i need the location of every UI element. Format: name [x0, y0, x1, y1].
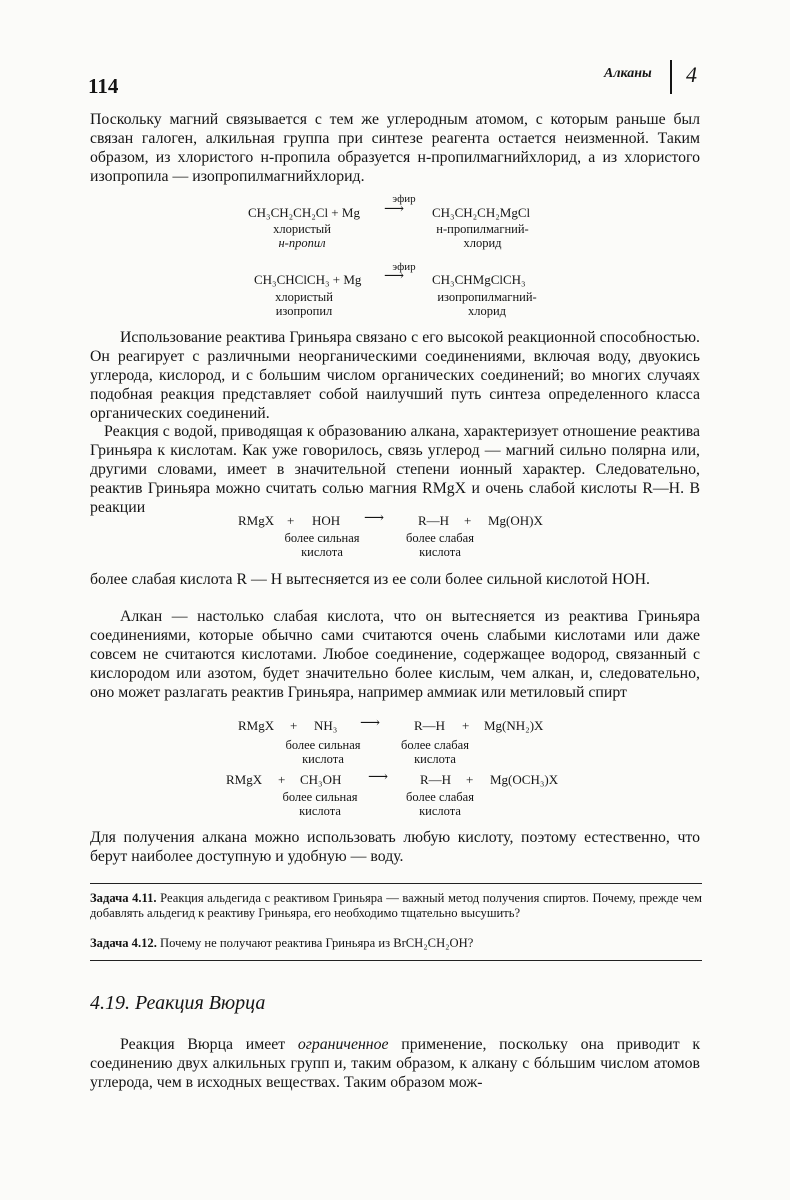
scheme-2-label-b: более сильная кислота — [284, 531, 360, 559]
reaction-2-label-product: изопропилмагний- хлорид — [437, 290, 537, 318]
reaction-1-label-product: н-пропилмагний- хлорид — [436, 222, 529, 250]
scheme-2-plus-1: + — [287, 513, 295, 528]
problems-top-rule — [90, 883, 702, 884]
scheme-2-arrow: ⟶ — [364, 511, 385, 526]
scheme-3-r2-plus-1: + — [278, 772, 286, 787]
scheme-3-r2-reactant-b: CH₃OH — [300, 772, 342, 787]
scheme-3-r2-product-c: R—H — [420, 772, 452, 787]
reaction-2-condition: эфир — [392, 261, 416, 273]
problem-4-12: Задача 4.12. Почему не получают реактива Гриньяра из BrCH₂CH₂OH? — [90, 936, 474, 950]
scheme-3-r1-label-b: более сильная кислота — [285, 738, 361, 766]
scheme-3-r1-product-d: Mg(NH₂)X — [484, 718, 544, 733]
scheme-2-product-d: Mg(OH)X — [488, 513, 543, 528]
reaction-2-product: CH₃CHMgClCH₃ — [432, 272, 526, 287]
scheme-3-r1-reactant-b: NH₃ — [314, 718, 338, 733]
reaction-2-arrow: ⟶ — [384, 269, 405, 284]
reaction-1-product: CH₃CH₂CH₂MgCl — [432, 205, 531, 220]
reaction-1-condition: эфир — [392, 193, 416, 205]
paragraph-3: Реакция с водой, приводящая к образованию алкана, характеризует отношение реактива Гриньяра к кислотам. Как уже говорилось, связь углерод — магний сильно полярна или, другими словами, имеет в значительной степени ионный характер. Следовательно, реактив Гриньяра можно считать солью магния RMgX и очень слабой кислоты R—H. В реакции — [90, 423, 700, 516]
reaction-1-arrow: ⟶ — [384, 202, 405, 217]
paragraph-4: более слабая кислота R — H вытесняется из ее соли более сильной кислотой HOH. — [90, 571, 650, 588]
scheme-3-r1-label-c: более слабая кислота — [401, 738, 469, 766]
scheme-3-r2-arrow: ⟶ — [368, 770, 389, 785]
scheme-3-r2-plus-2: + — [466, 772, 474, 787]
scheme-3-r1-arrow: ⟶ — [360, 716, 381, 731]
paragraph-7: Реакция Вюрца имеет ограниченное применение, поскольку она приводит к соединению двух алкильных групп и, таким образом, к алкану с бóльшим числом атомов углерода, чем в исходных веществах. Таким образом мож- — [90, 1036, 700, 1091]
scheme-3-r1-product-c: R—H — [414, 718, 446, 733]
scheme-2-product-c: R—H — [418, 513, 450, 528]
header-divider — [670, 60, 672, 94]
problems-bottom-rule — [90, 960, 702, 961]
reaction-1-reactants: CH₃CH₂CH₂Cl + Mg — [248, 205, 360, 220]
reaction-2-label-reactant: хлористый изопропил — [275, 290, 333, 318]
scheme-3-r2-label-b: более сильная кислота — [282, 790, 358, 818]
section-title: 4.19. Реакция Вюрца — [90, 992, 266, 1014]
scheme-3-r1-plus-2: + — [462, 718, 470, 733]
running-header-section: Алканы — [604, 66, 652, 81]
scheme-3-r1-reactant-a: RMgX — [238, 718, 275, 733]
reaction-1-label-reactant: хлористый н-пропил — [273, 222, 331, 250]
page-number: 114 — [88, 74, 119, 98]
problem-4-11: Задача 4.11. Реакция альдегида с реактивом Гриньяра — важный метод получения спиртов. Почему, прежде чем добавлять альдегид к реактиву Гриньяра, его необходимо тщательно высушить? — [90, 891, 702, 920]
scheme-2-plus-2: + — [464, 513, 472, 528]
scheme-2-reactant-b: HOH — [312, 513, 341, 528]
paragraph-6: Для получения алкана можно использовать любую кислоту, поэтому естественно, что берут наиболее доступную и удобную — воду. — [90, 829, 700, 865]
scheme-3-r2-product-d: Mg(OCH₃)X — [490, 772, 559, 787]
paragraph-2: Использование реактива Гриньяра связано с его высокой реакционной способностью. Он реагирует с различными неорганическими соединениями, включая воду, двуокись углерода, кислород, и с большим числом органических соединений; во многих случаях подобная реакция представляет собой наилучший путь синтеза определенного класса органических соединений. — [90, 329, 700, 422]
scheme-2-reactant-a: RMgX — [238, 513, 275, 528]
scheme-2-label-c: более слабая кислота — [406, 531, 474, 559]
scheme-3-r2-label-c: более слабая кислота — [406, 790, 474, 818]
paragraph-5: Алкан — настолько слабая кислота, что он вытесняется из реактива Гриньяра соединениями, которые обычно сами считаются очень слабыми кислотами или даже совсем не считаются кислотами. Любое соединение, содержащее водород, связанный с кислородом или азотом, будет значительно более кислым, чем алкан, и, следовательно, оно может разлагать реактив Гриньяра, например аммиак или метиловый спирт — [90, 608, 700, 701]
scheme-3-r2-reactant-a: RMgX — [226, 772, 263, 787]
running-header-chapter: 4 — [686, 62, 697, 87]
paragraph-1: Поскольку магний связывается с тем же углеродным атомом, с которым раньше был связан галоген, алкильная группа при синтезе реагента остается неизменной. Таким образом, из хлористого н-пропила образуется н-пропилмагнийхлорид, а из хлористого изопропила — изопропилмагнийхлорид. — [90, 111, 700, 185]
reaction-2-reactants: CH₃CHClCH₃ + Mg — [254, 272, 362, 287]
scheme-3-r1-plus-1: + — [290, 718, 298, 733]
